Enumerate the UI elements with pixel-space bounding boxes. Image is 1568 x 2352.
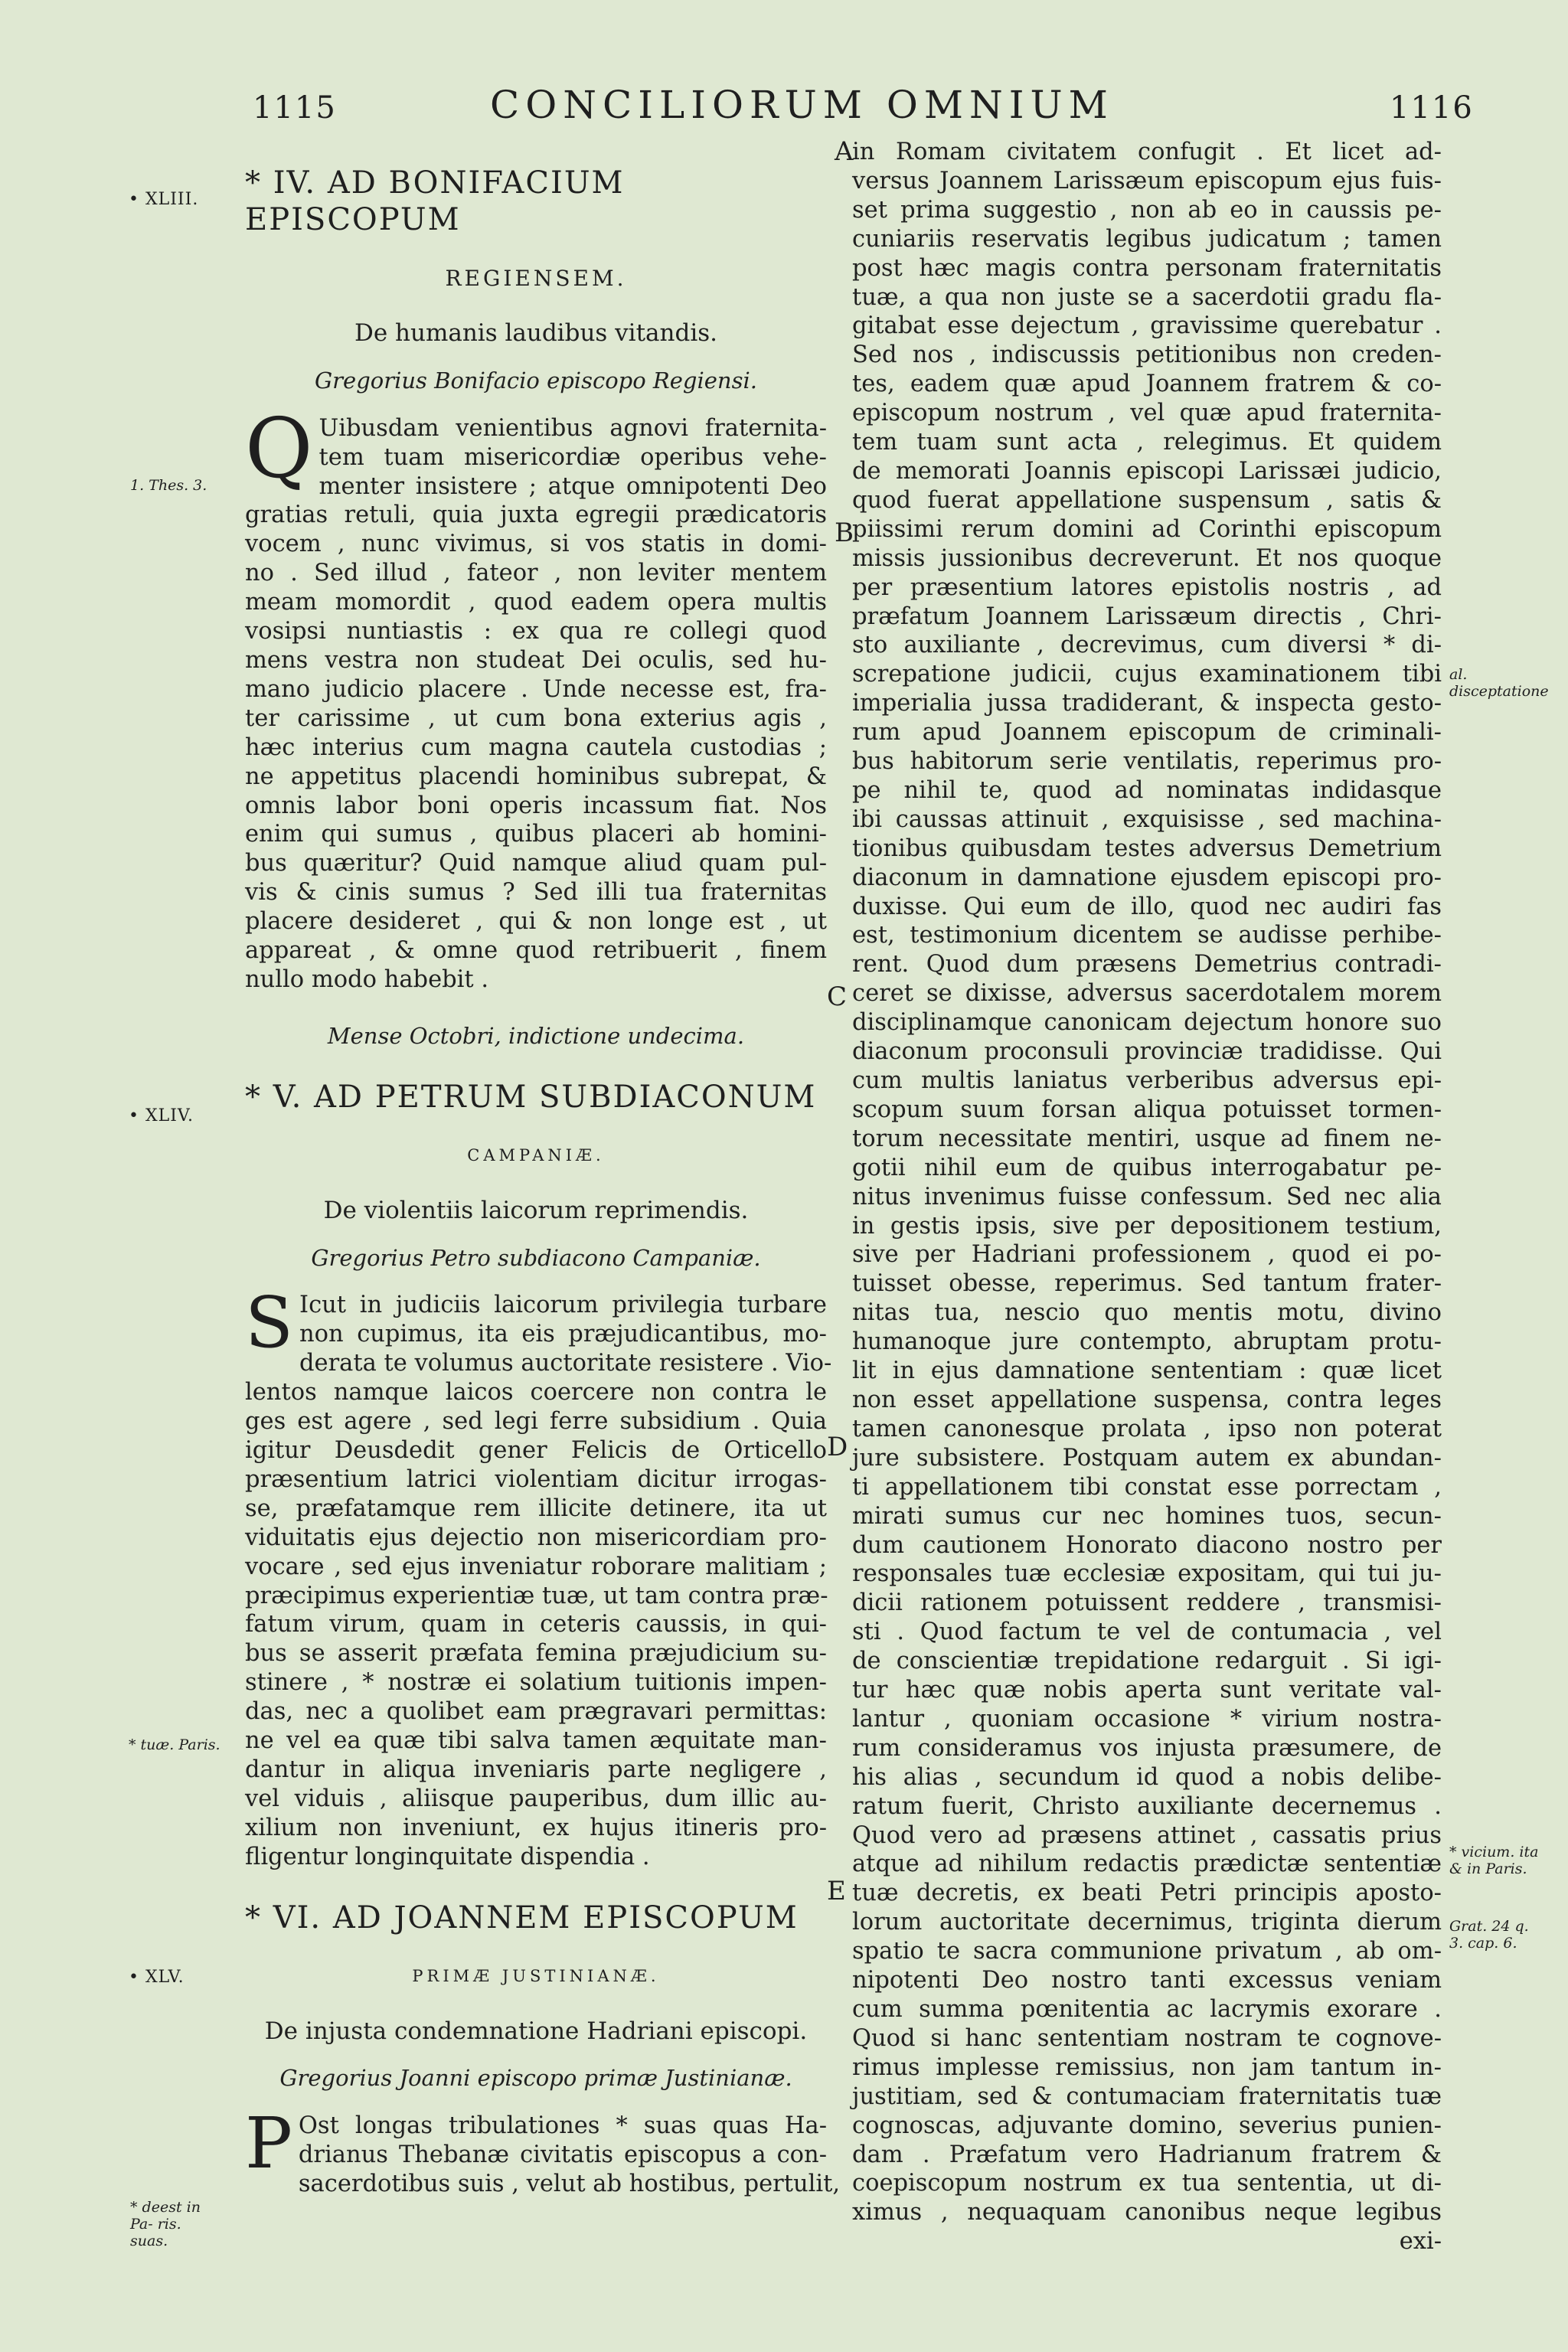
text-line: tuæ, a qua non juste se a sacerdotii gradu fla- [852, 283, 1442, 311]
text-line: lantur , quoniam occasione * virium nostra- [852, 1705, 1442, 1733]
text-line: missis jussionibus decreverunt. Et nos quoque [852, 544, 1442, 572]
letter-iv-body [245, 400, 827, 995]
text-line: viduitatis ejus dejectio non misericordiam pro- [245, 1524, 827, 1551]
letter-vi-body [245, 2102, 841, 2199]
text-line: versus Joannem Larissæum episcopum ejus fuis- [852, 167, 1442, 194]
text-line: tur hæc quæ nobis aperta sunt veritate val- [852, 1677, 1442, 1704]
text-line: dantur in aliqua inveniaris parte negligere , [245, 1756, 827, 1783]
text-line: fatum virum, quam in ceteris caussis, in qui- [245, 1611, 827, 1638]
text-line: dam . Præfatum vero Hadrianum fratrem & [852, 2141, 1442, 2168]
text-line: sacerdotibus suis , velut ab hostibus, pertulit, [298, 2171, 841, 2198]
text-line: xilium non inveniunt, ex hujus itineris pro- [245, 1814, 827, 1841]
letter-iv-topic: De humanis laudibus vitandis. [354, 318, 718, 347]
text-line: rum consideramus vos injusta præsumere, de [852, 1734, 1442, 1762]
text-line: gratias retuli, quia juxta egregii prædicatoris [245, 501, 827, 529]
text-line: sti . Quod factum te vel de contumacia , vel [852, 1619, 1442, 1646]
text-line: tem tuam sunt acta , relegimus. Et quidem [852, 429, 1442, 456]
text-line: disciplinamque canonicam dejectum honore suo [852, 1009, 1442, 1037]
left-column [245, 134, 841, 2199]
text-line: derata te volumus auctoritate resistere . Vio- [299, 1350, 832, 1377]
text-line: igitur Deusdedit gener Felicis de Orticello [245, 1437, 827, 1464]
text-line: tes, eadem quæ apud Joannem fratrem & co- [852, 371, 1442, 398]
text-line: ximus , nequaquam canonibus neque legibus [852, 2199, 1442, 2226]
text-line: fligentur longinquitate dispendia . [245, 1843, 650, 1870]
right-column-text [852, 138, 1442, 2227]
text-line: cum multis laniatus verberibus adversus epi- [852, 1067, 1442, 1094]
margin-number-44: • XLIV. [129, 1106, 194, 1125]
text-line: Sed nos , indiscussis petitionibus non creden- [852, 341, 1442, 369]
text-line: de memorati Joannis episcopi Larissæi judicio, [852, 457, 1442, 485]
text-line: nitus invenimus fuisse confessum. Sed nec alia [852, 1183, 1442, 1210]
text-line: Quod si hanc sententiam nostram te cognove- [852, 2024, 1442, 2052]
text-line: gitabat esse dejectum , gravissime querebatur . [852, 312, 1442, 340]
margin-number-45: • XLV. [129, 1968, 185, 1987]
text-line: sto auxiliante , decrevimus, cum diversi * di- [852, 632, 1442, 659]
drop-cap-p: P [245, 2102, 292, 2185]
text-line: piissimi rerum domini ad Corinthi episcopum [852, 515, 1442, 543]
section-letter-c: C [827, 982, 848, 1012]
text-line: duxisse. Qui eum de illo, quod nec audiri fas [852, 893, 1442, 920]
text-line: ceret se dixisse, adversus sacerdotalem morem [852, 980, 1442, 1008]
text-line: sive per Hadriani professionem , quod ei po- [852, 1241, 1442, 1269]
text-line: humanoque jure contempto, abruptam protu- [852, 1328, 1442, 1356]
text-line: non cupimus, ita eis præjudicantibus, mo- [299, 1321, 827, 1348]
text-line: ibi caussas attinuit , exquisisse , sed machina- [852, 805, 1442, 833]
text-line: rum apud Joannem episcopum de criminali- [852, 719, 1442, 746]
text-line: diaconum in damnatione ejusdem episcopi pro- [852, 864, 1442, 891]
text-line: stinere , * nostræ ei solatium tuitionis impen- [245, 1669, 827, 1697]
text-line: torum necessitate mentiri, usque ad finem ne- [852, 1125, 1442, 1152]
text-line: pe nihil te, quod ad nominatas indidasque [852, 776, 1442, 804]
text-line: nipotenti Deo nostro tanti excessus veniam [852, 1967, 1442, 1994]
text-line: mano judicio placere . Unde necesse est, fra- [245, 675, 827, 703]
margin-number-43: • XLIII. [129, 190, 199, 209]
margin-note-disceptatione: al. disceptatione [1449, 666, 1549, 700]
text-line: præfatum Joannem Larissæum directis , Chri- [852, 603, 1442, 630]
margin-note-vicium: * vicium. ita & in Paris. [1449, 1844, 1539, 1877]
text-line: præcipimus experientiæ tuæ, ut tam contra præ- [245, 1582, 828, 1609]
text-line: hæc interius cum magna cautela custodias ; [245, 733, 827, 761]
text-line: ratum fuerit, Christo auxiliante decernemus . [852, 1792, 1442, 1820]
text-line: omnis labor boni operis incassum fiat. Nos [245, 792, 827, 819]
text-line: ter carissime , ut cum bona exterius agis , [245, 704, 827, 732]
text-line: Icut in judiciis laicorum privilegia turbare [299, 1292, 827, 1319]
catchword: exi- [1399, 2228, 1442, 2256]
text-line: non esset appellatione suspensa, contra leges [852, 1386, 1442, 1413]
text-line: dicii rationem potuissent reddere , transmisi- [852, 1589, 1442, 1617]
text-line: tuæ decretis, ex beati Petri principis aposto- [852, 1880, 1442, 1907]
text-line: responsales tuæ ecclesiæ expositam, qui tui ju- [852, 1560, 1442, 1588]
text-line: enim qui sumus , quibus placeri ab homini- [245, 821, 827, 848]
text-line: vocem , nunc vivimus, si vos statis in domi- [245, 531, 827, 558]
letter-v-topic: De violentiis laicorum reprimendis. [323, 1196, 749, 1224]
letter-v-title: * V. AD PETRUM SUBDIACONUM [245, 1079, 817, 1115]
section-letter-a: A [835, 136, 854, 167]
running-title: CONCILIORUM OMNIUM [490, 83, 1114, 127]
text-line: in Romam civitatem confugit . Et licet ad- [852, 139, 1442, 165]
text-line: per præsentium latores epistolis nostris , ad [852, 573, 1442, 601]
text-line: placere desideret , qui & non longe est , ut [245, 908, 827, 936]
text-line: in gestis ipsis, sive per depositionem testium, [852, 1212, 1442, 1240]
section-letter-d: D [827, 1432, 848, 1462]
text-line: jure subsistere. Postquam autem ex abundan- [852, 1444, 1442, 1472]
text-line: Quod vero ad præsens attinet , cassatis prius [852, 1821, 1442, 1849]
text-line: scopum suum forsan aliqua potuisset tormen- [852, 1096, 1442, 1123]
text-line: post hæc magis contra personam fraternitatis [852, 254, 1442, 282]
text-line: nitas tua, nescio quo mentis motu, divino [852, 1299, 1442, 1327]
letter-iv-salutation: Gregorius Bonifacio episcopo Regiensi. [315, 367, 757, 394]
text-line: drianus Thebanæ civitatis episcopus a con- [298, 2141, 827, 2169]
text-line: mirati sumus cur nec homines tuos, secun- [852, 1502, 1442, 1530]
text-line: nullo modo habebit . [245, 965, 489, 993]
text-line: tionibus quibusdam testes adversus Demetrium [852, 835, 1442, 862]
text-line: screpatione judicii, cujus examinationem tibi [852, 661, 1442, 688]
letter-v-subtitle: CAMPANIÆ. [467, 1145, 605, 1165]
text-line: spatio te sacra communione privatum , ab om- [852, 1938, 1442, 1965]
text-line: tamen canonesque prolata , ipso non poterat [852, 1415, 1442, 1442]
text-line: lit in ejus damnatione sententiam : quæ licet [852, 1357, 1442, 1385]
text-line: Ost longas tribulationes * suas quas Ha- [298, 2112, 827, 2140]
letter-iv-subtitle: REGIENSEM. [445, 266, 627, 291]
margin-ref-thess: 1. Thes. 3. [130, 477, 207, 494]
letter-vi-title: * VI. AD JOANNEM EPISCOPUM [245, 1900, 799, 1936]
text-line: menter insistere ; atque omnipotenti Deo [318, 472, 827, 500]
left-page-number: 1115 [253, 90, 337, 126]
text-line: ne vel ea quæ tibi salva tamen æquitate man- [245, 1727, 827, 1755]
drop-cap-s: S [245, 1282, 294, 1364]
right-page-number: 1116 [1390, 90, 1474, 126]
margin-note-tuae: * tuæ. Paris. [129, 1736, 220, 1753]
text-line: his alias , secundum id quod a nobis delibe- [852, 1763, 1442, 1791]
text-line: mens vestra non studeat Dei oculis, sed hu- [245, 646, 827, 674]
text-line: lorum auctoritate decernimus, triginta dierum [852, 1909, 1442, 1936]
text-line: cum summa pœnitentia ac lacrymis exorare . [852, 1996, 1442, 2023]
text-line: das, nec a quolibet eam prægravari permittas: [245, 1698, 827, 1726]
text-line: gotii nihil eum de quibus interrogabatur pe- [852, 1154, 1442, 1181]
letter-iv-title: * IV. AD BONIFACIUM EPISCOPUM [245, 165, 625, 237]
text-line: atque ad nihilum redactis prædictæ sententiæ [852, 1851, 1442, 1878]
text-line: bus se asserit præfata femina præjudicium su- [245, 1640, 827, 1668]
text-line: justitiam, sed & contumaciam fraternitatis tuæ [852, 2082, 1442, 2110]
text-line: lentos namque laicos coercere non contra le [245, 1379, 827, 1406]
text-line: cognoscas, adjuvante domino, severius punien- [852, 2112, 1442, 2139]
text-line: vosipsi nuntiastis : ex qua re collegi quod [245, 618, 827, 645]
text-line: vel viduis , aliisque pauperibus, dum illic au- [245, 1785, 827, 1812]
text-line: ti appellationem tibi constat esse porrectam , [852, 1473, 1442, 1501]
section-letter-e: E [827, 1876, 846, 1906]
text-line: tem tuam misericordiæ operibus vehe- [318, 443, 827, 471]
text-line: præsentium latrici violentiam dicitur irrogas- [245, 1465, 827, 1493]
text-line: ges est agere , sed legi ferre subsidium . Quia [245, 1408, 827, 1436]
text-line: appareat , & omne quod retribuerit , finem [245, 937, 827, 965]
margin-note-gratian: Grat. 24 q. 3. cap. 6. [1449, 1918, 1529, 1952]
text-line: no . Sed illud , fateor , non leviter mentem [245, 560, 827, 587]
text-line: quod fuerat appellatione suspensum , satis & [852, 486, 1442, 514]
text-line: meam momordit , quod eadem opera multis [245, 589, 827, 616]
text-line: tuisset obesse, reperimus. Sed tantum frater- [852, 1270, 1442, 1298]
text-line: coepiscopum nostrum ex tua sententia, ut di- [852, 2170, 1442, 2197]
text-line: dum cautionem Honorato diacono nostro per [852, 1531, 1442, 1559]
letter-vi-salutation: Gregorius Joanni episcopo primæ Justinianæ. [279, 2065, 792, 2092]
text-line: bus habitorum serie ventilatis, reperimus pro- [852, 748, 1442, 776]
text-line: rimus implesse remissius, non jam tantum in- [852, 2053, 1442, 2081]
text-line: set prima suggestio , non ab eo in caussis pe- [852, 196, 1442, 224]
text-line: est, testimonium dicentem se audisse perhibe- [852, 922, 1442, 949]
text-line: diaconum proconsuli provinciæ tradidisse. Qui [852, 1038, 1442, 1066]
letter-vi-topic: De injusta condemnatione Hadriani episcopi. [264, 2017, 808, 2045]
text-line: bus quæritur? Quid namque aliud quam pul- [245, 850, 827, 877]
section-letter-b: B [835, 518, 854, 548]
right-column [852, 138, 1442, 2256]
text-line: imperialia jussa tradiderant, & inspecta gesto- [852, 690, 1442, 717]
letter-v-salutation: Gregorius Petro subdiacono Campaniæ. [311, 1244, 761, 1271]
drop-cap-q: Q [245, 400, 313, 497]
text-line: vis & cinis sumus ? Sed illi tua fraternitas [245, 879, 827, 906]
letter-v-body [245, 1282, 832, 1871]
text-line: cuniariis reservatis legibus judicatum ; tamen [852, 225, 1442, 253]
text-line: Uibusdam venientibus agnovi fraternita- [318, 414, 827, 442]
text-line: de conscientiæ trepidatione redarguit . Si igi- [852, 1648, 1442, 1675]
text-line: se, præfatamque rem illicite detinere, ita ut [245, 1494, 827, 1522]
letter-iv-date: Mense Octobri, indictione undecima. [327, 1022, 745, 1049]
text-line: episcopum nostrum , vel quæ apud fraternita- [852, 400, 1442, 427]
margin-note-deest: * deest in Pa- ris. suas. [130, 2199, 201, 2249]
text-line: ne appetitus placendi hominibus subrepat, & [245, 763, 827, 790]
text-line: vocare , sed ejus inveniatur roborare malitiam ; [245, 1553, 827, 1580]
text-line: rent. Quod dum præsens Demetrius contradi- [852, 951, 1442, 978]
letter-vi-subtitle: PRIMÆ JUSTINIANÆ. [412, 1966, 660, 1985]
